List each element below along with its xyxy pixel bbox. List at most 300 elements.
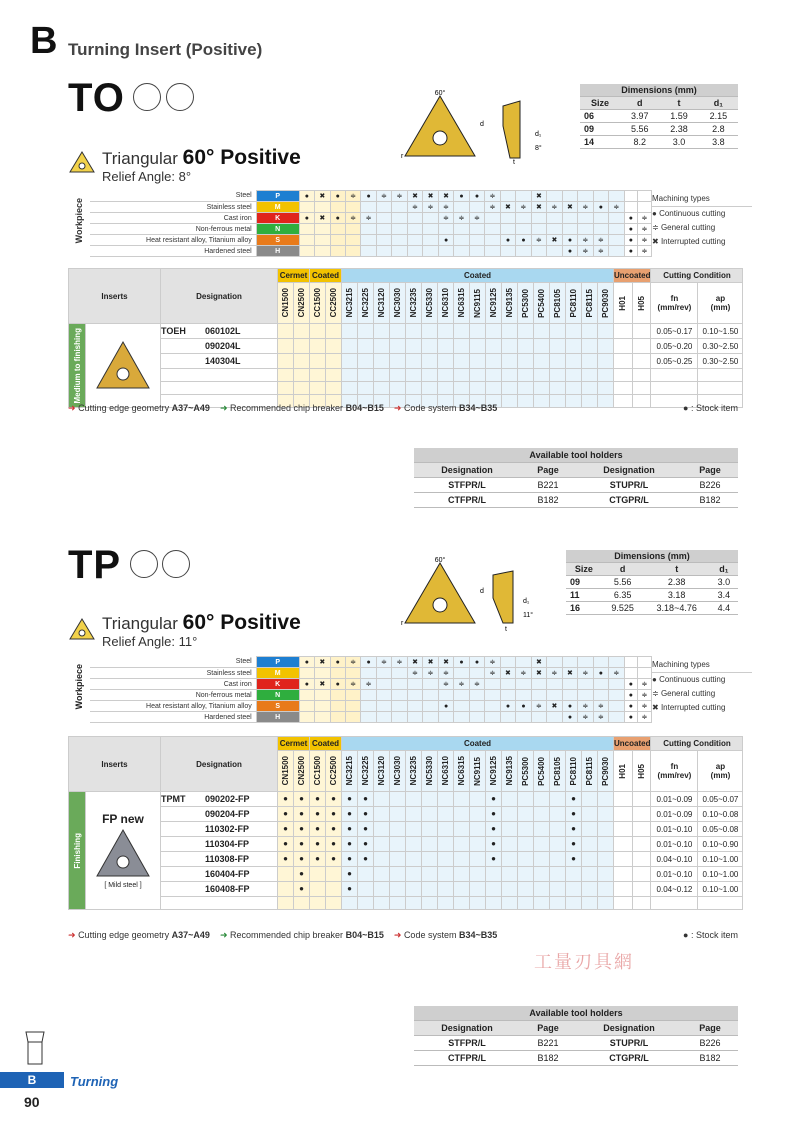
grade-symbol — [516, 224, 531, 235]
cond-header: fn (mm/rev) — [651, 283, 698, 324]
tp-code-block — [68, 543, 190, 588]
grade-header: NC3215 — [342, 283, 358, 324]
grade-symbol — [315, 701, 330, 712]
grade-symbol — [438, 690, 453, 701]
grade-symbol — [547, 213, 562, 224]
grade-symbol — [330, 668, 345, 679]
grade-header: NC3225 — [358, 283, 374, 324]
application-tab: Finishing — [69, 792, 86, 910]
grade-symbol: ✖ — [547, 701, 562, 712]
stock-cell — [582, 882, 598, 897]
stock-cell — [454, 324, 470, 339]
stock-cell — [310, 339, 326, 354]
stock-cell — [550, 882, 566, 897]
stock-cell — [518, 837, 534, 852]
stock-cell — [518, 882, 534, 897]
stock-cell — [550, 324, 566, 339]
grade-symbol — [578, 213, 593, 224]
stock-cell — [502, 882, 518, 897]
grade-header: NC6310 — [438, 751, 454, 792]
grade-symbol — [609, 690, 624, 701]
grade-symbol — [392, 213, 407, 224]
stock-cell: ● — [486, 792, 502, 807]
stock-cell — [422, 324, 438, 339]
grade-symbol — [345, 202, 360, 213]
grade-group: Uncoated — [614, 269, 651, 283]
empty-cell — [422, 897, 438, 910]
grade-symbol — [547, 657, 562, 668]
grade-group: Coated — [310, 269, 342, 283]
grade-symbol — [454, 712, 469, 723]
stock-cell: ● — [342, 792, 358, 807]
grade-symbol — [516, 246, 531, 257]
svg-text:r: r — [401, 620, 404, 627]
material-name: Hardened steel — [90, 246, 256, 257]
insert-row — [69, 792, 743, 807]
grade-header: NC3235 — [406, 283, 422, 324]
stock-cell — [438, 792, 454, 807]
material-name: Non-ferrous metal — [90, 224, 256, 235]
grade-symbol — [638, 668, 652, 679]
material-name: Heat resistant alloy, Titanium alloy — [90, 701, 256, 712]
iso-code: H — [256, 712, 299, 723]
workpiece-row — [90, 202, 652, 213]
workpiece-row — [90, 235, 652, 246]
grade-symbol — [562, 657, 577, 668]
empty-cell — [161, 382, 278, 395]
grade-symbol — [624, 668, 638, 679]
stock-cell — [342, 354, 358, 369]
stock-cell: ● — [566, 822, 582, 837]
grade-symbol — [593, 191, 608, 202]
stock-cell — [550, 807, 566, 822]
stock-cell — [486, 324, 502, 339]
grade-symbol: ● — [624, 235, 638, 246]
grade-symbol — [392, 668, 407, 679]
stock-cell — [294, 324, 310, 339]
empty-cell — [614, 897, 633, 910]
grade-symbol — [407, 679, 422, 690]
grade-symbol — [638, 657, 652, 668]
stock-cell — [582, 807, 598, 822]
stock-cell — [486, 339, 502, 354]
stock-cell: ● — [342, 867, 358, 882]
grade-symbol — [500, 679, 515, 690]
stock-cell — [438, 867, 454, 882]
stock-cell — [470, 882, 486, 897]
grade-symbol: ● — [624, 213, 638, 224]
stock-cell — [502, 339, 518, 354]
grade-symbol: ≑ — [438, 213, 453, 224]
empty-cell — [651, 382, 698, 395]
grade-symbol: ≑ — [454, 679, 469, 690]
grade-symbol — [423, 712, 438, 723]
grade-symbol — [330, 690, 345, 701]
stock-cell — [598, 807, 614, 822]
stock-cell — [422, 792, 438, 807]
grade-symbol — [638, 202, 652, 213]
grade-symbol: ≑ — [593, 701, 608, 712]
iso-code: K — [256, 213, 299, 224]
grade-symbol: ✖ — [562, 202, 577, 213]
grade-symbol — [376, 690, 391, 701]
grade-symbol — [562, 679, 577, 690]
grade-symbol — [609, 224, 624, 235]
dims-row: 11 6.35 3.18 3.4 — [566, 589, 738, 602]
empty-cell — [406, 897, 422, 910]
stock-cell — [502, 792, 518, 807]
grade-symbol: ≑ — [638, 690, 652, 701]
stock-cell — [422, 807, 438, 822]
empty-cell — [598, 382, 614, 395]
stock-cell — [310, 882, 326, 897]
grade-symbol — [438, 224, 453, 235]
stock-cell — [470, 339, 486, 354]
svg-text:d₁: d₁ — [535, 131, 542, 138]
ap-value: 0.10~0.90 — [698, 837, 743, 852]
empty-cell — [632, 369, 651, 382]
empty-cell — [294, 897, 310, 910]
empty-cell — [534, 369, 550, 382]
grade-symbol — [578, 679, 593, 690]
stock-cell: ● — [342, 807, 358, 822]
grade-header: CN1500 — [278, 751, 294, 792]
stock-cell — [518, 852, 534, 867]
stock-cell — [454, 867, 470, 882]
stock-cell — [486, 354, 502, 369]
grade-symbol — [423, 235, 438, 246]
grade-symbol: ≑ — [547, 668, 562, 679]
grade-symbol — [500, 191, 515, 202]
insert-row — [69, 807, 743, 822]
dims-row: 09 5.56 2.38 2.8 — [580, 123, 738, 136]
stock-cell — [406, 867, 422, 882]
grade-header: NC3225 — [358, 751, 374, 792]
page-title: Turning Insert (Positive) — [68, 40, 263, 59]
section-letter: B — [30, 20, 58, 62]
stock-cell: ● — [278, 852, 294, 867]
grade-symbol — [454, 224, 469, 235]
empty-cell — [502, 897, 518, 910]
grade-symbol: ≑ — [485, 191, 500, 202]
stock-cell: ● — [310, 852, 326, 867]
circle-placeholder — [133, 83, 161, 111]
stock-cell — [534, 822, 550, 837]
stock-cell — [582, 837, 598, 852]
grade-symbol — [345, 712, 360, 723]
stock-cell: ● — [566, 792, 582, 807]
grade-symbol — [407, 690, 422, 701]
grade-symbol — [469, 712, 484, 723]
stock-cell — [550, 354, 566, 369]
grade-symbol: ≑ — [392, 657, 407, 668]
stock-cell — [422, 837, 438, 852]
grade-symbol: ● — [500, 701, 515, 712]
grade-symbol — [547, 191, 562, 202]
material-name: Cast iron — [90, 213, 256, 224]
fn-value: 0.04~0.10 — [651, 852, 698, 867]
grade-symbol — [392, 224, 407, 235]
grade-symbol — [345, 701, 360, 712]
stock-cell — [358, 882, 374, 897]
grade-header: NC3120 — [374, 283, 390, 324]
stock-cell — [470, 354, 486, 369]
stock-cell — [550, 852, 566, 867]
stock-cell — [598, 882, 614, 897]
grade-symbol — [454, 690, 469, 701]
iso-code: S — [256, 701, 299, 712]
empty-cell — [342, 897, 358, 910]
grade-symbol — [315, 690, 330, 701]
stock-cell — [534, 792, 550, 807]
insert-designation: TOEH 060102L — [161, 324, 278, 339]
empty-cell — [651, 369, 698, 382]
empty-cell — [598, 369, 614, 382]
grade-symbol — [315, 712, 330, 723]
grade-symbol — [315, 224, 330, 235]
grade-group: Cermet — [278, 269, 310, 283]
grade-symbol: ≑ — [454, 213, 469, 224]
stock-cell — [390, 867, 406, 882]
grade-symbol: ≑ — [345, 657, 360, 668]
ap-value: 0.10~0.08 — [698, 807, 743, 822]
to-code-block — [68, 76, 194, 121]
stock-cell — [518, 339, 534, 354]
grade-symbol: ● — [624, 246, 638, 257]
stock-cell — [518, 867, 534, 882]
iso-code: H — [256, 246, 299, 257]
grade-symbol — [315, 668, 330, 679]
stock-cell — [632, 867, 651, 882]
material-name: Hardened steel — [90, 712, 256, 723]
grade-symbol: ● — [299, 191, 314, 202]
grade-symbol: ● — [516, 701, 531, 712]
svg-text:d₁: d₁ — [523, 598, 530, 605]
stock-cell — [310, 324, 326, 339]
empty-cell — [438, 382, 454, 395]
grade-symbol: ✖ — [531, 202, 546, 213]
grade-symbol: ✖ — [423, 657, 438, 668]
grade-symbol — [593, 224, 608, 235]
grade-symbol: ≑ — [531, 235, 546, 246]
grade-symbol — [392, 202, 407, 213]
empty-cell — [698, 897, 743, 910]
workpiece-row — [90, 191, 652, 202]
material-name: Steel — [90, 191, 256, 202]
empty-cell — [374, 369, 390, 382]
empty-cell — [278, 369, 294, 382]
empty-cell — [534, 897, 550, 910]
grade-header: NC3030 — [390, 283, 406, 324]
stock-cell: ● — [278, 792, 294, 807]
grade-symbol: ≑ — [485, 668, 500, 679]
circle-placeholder — [162, 550, 190, 578]
grade-symbol: ≑ — [593, 235, 608, 246]
grade-symbol — [609, 657, 624, 668]
cond-header: fn (mm/rev) — [651, 751, 698, 792]
empty-cell — [598, 897, 614, 910]
stock-cell — [470, 867, 486, 882]
grade-symbol — [330, 701, 345, 712]
stock-cell — [614, 852, 633, 867]
grade-symbol — [407, 246, 422, 257]
grade-symbol — [423, 246, 438, 257]
stock-cell — [438, 354, 454, 369]
grade-header: PC5400 — [534, 751, 550, 792]
to-shape: Triangular 60° Positive — [102, 146, 301, 169]
stock-cell: ● — [326, 807, 342, 822]
iso-code: M — [256, 668, 299, 679]
iso-code: M — [256, 202, 299, 213]
stock-cell — [374, 867, 390, 882]
grade-symbol — [330, 712, 345, 723]
legend-interrupted: Interrupted cutting — [660, 237, 726, 246]
grade-symbol: ≑ — [423, 668, 438, 679]
grade-symbol — [578, 191, 593, 202]
iso-code: N — [256, 690, 299, 701]
stock-cell: ● — [278, 822, 294, 837]
dims-row: 14 8.2 3.0 3.8 — [580, 136, 738, 149]
stock-cell — [598, 822, 614, 837]
tp-insert-table — [68, 736, 743, 910]
grade-symbol — [593, 679, 608, 690]
ap-value: 0.30~2.50 — [698, 339, 743, 354]
ap-value: 0.30~2.50 — [698, 354, 743, 369]
stock-cell: ● — [566, 852, 582, 867]
empty-cell — [390, 382, 406, 395]
empty-cell — [422, 382, 438, 395]
grade-header: NC9125 — [486, 751, 502, 792]
stock-cell — [566, 354, 582, 369]
iso-code: P — [256, 191, 299, 202]
iso-code: P — [256, 657, 299, 668]
svg-text:60°: 60° — [434, 557, 446, 564]
grade-symbol: ≑ — [638, 701, 652, 712]
grade-symbol: ≑ — [361, 679, 376, 690]
stock-cell — [582, 339, 598, 354]
tp-shape: Triangular 60° Positive — [102, 611, 301, 634]
stock-cell: ● — [358, 822, 374, 837]
stock-cell — [598, 837, 614, 852]
grade-header: CC1500 — [310, 283, 326, 324]
stock-cell — [614, 354, 633, 369]
stock-cell — [406, 882, 422, 897]
workpiece-row — [90, 712, 652, 723]
stock-cell: ● — [294, 792, 310, 807]
empty-cell — [582, 897, 598, 910]
grade-symbol — [469, 246, 484, 257]
grade-header: CC1500 — [310, 751, 326, 792]
grade-symbol — [562, 224, 577, 235]
stock-cell — [614, 882, 633, 897]
grade-symbol — [345, 224, 360, 235]
grade-symbol — [345, 690, 360, 701]
grade-symbol: ✖ — [500, 668, 515, 679]
dims-col-size: Size — [580, 97, 620, 110]
grade-symbol: ≑ — [638, 235, 652, 246]
grade-symbol: ≑ — [593, 712, 608, 723]
stock-cell — [454, 822, 470, 837]
stock-cell — [422, 354, 438, 369]
circle-placeholder — [130, 550, 158, 578]
stock-cell — [454, 882, 470, 897]
grade-symbol: ✖ — [407, 657, 422, 668]
empty-cell — [534, 382, 550, 395]
stock-cell: ● — [486, 852, 502, 867]
grade-symbol — [516, 657, 531, 668]
grade-symbol: ≑ — [485, 657, 500, 668]
grade-symbol — [562, 690, 577, 701]
empty-cell — [550, 382, 566, 395]
stock-cell — [358, 339, 374, 354]
grade-symbol — [345, 235, 360, 246]
empty-cell — [550, 897, 566, 910]
grade-symbol — [469, 224, 484, 235]
empty-cell — [358, 382, 374, 395]
to-insert-icon — [93, 338, 153, 392]
stock-cell — [550, 867, 566, 882]
grade-header: NC3215 — [342, 751, 358, 792]
dims-title: Dimensions (mm) — [580, 84, 738, 97]
svg-text:t: t — [513, 159, 515, 166]
fn-value: 0.04~0.12 — [651, 882, 698, 897]
stock-cell: ● — [358, 792, 374, 807]
grade-symbol — [531, 690, 546, 701]
grade-symbol: ≑ — [638, 213, 652, 224]
grade-symbol — [407, 712, 422, 723]
grade-header: PC9030 — [598, 751, 614, 792]
grade-symbol: ≑ — [485, 202, 500, 213]
grade-symbol — [516, 690, 531, 701]
grade-symbol — [361, 712, 376, 723]
stock-cell — [614, 837, 633, 852]
grade-symbol: ✖ — [315, 213, 330, 224]
stock-cell — [438, 852, 454, 867]
grade-symbol — [299, 224, 314, 235]
stock-cell — [550, 339, 566, 354]
grade-header: PC5400 — [534, 283, 550, 324]
grade-symbol — [516, 191, 531, 202]
insert-designation: 090204L — [161, 339, 278, 354]
workpiece-row — [90, 668, 652, 679]
grade-symbol: ✖ — [531, 657, 546, 668]
insert-row — [69, 354, 743, 369]
stock-cell — [502, 852, 518, 867]
stock-cell — [406, 324, 422, 339]
grade-symbol: ≑ — [345, 213, 360, 224]
stock-cell — [454, 792, 470, 807]
grade-symbol — [423, 224, 438, 235]
empty-cell — [326, 897, 342, 910]
stock-cell — [374, 837, 390, 852]
grade-symbol — [485, 712, 500, 723]
empty-cell — [358, 897, 374, 910]
stock-cell — [534, 867, 550, 882]
empty-cell — [161, 369, 278, 382]
empty-cell — [486, 897, 502, 910]
grade-symbol — [500, 224, 515, 235]
grade-symbol — [578, 224, 593, 235]
grade-header: PC8115 — [582, 283, 598, 324]
stock-cell — [454, 852, 470, 867]
svg-text:d: d — [480, 121, 484, 128]
dims-col-d: d — [620, 97, 659, 110]
grade-header: NC3235 — [406, 751, 422, 792]
empty-cell — [632, 382, 651, 395]
grade-symbol — [454, 202, 469, 213]
machining-title: Machining types — [652, 192, 752, 207]
grade-symbol: ≑ — [407, 202, 422, 213]
